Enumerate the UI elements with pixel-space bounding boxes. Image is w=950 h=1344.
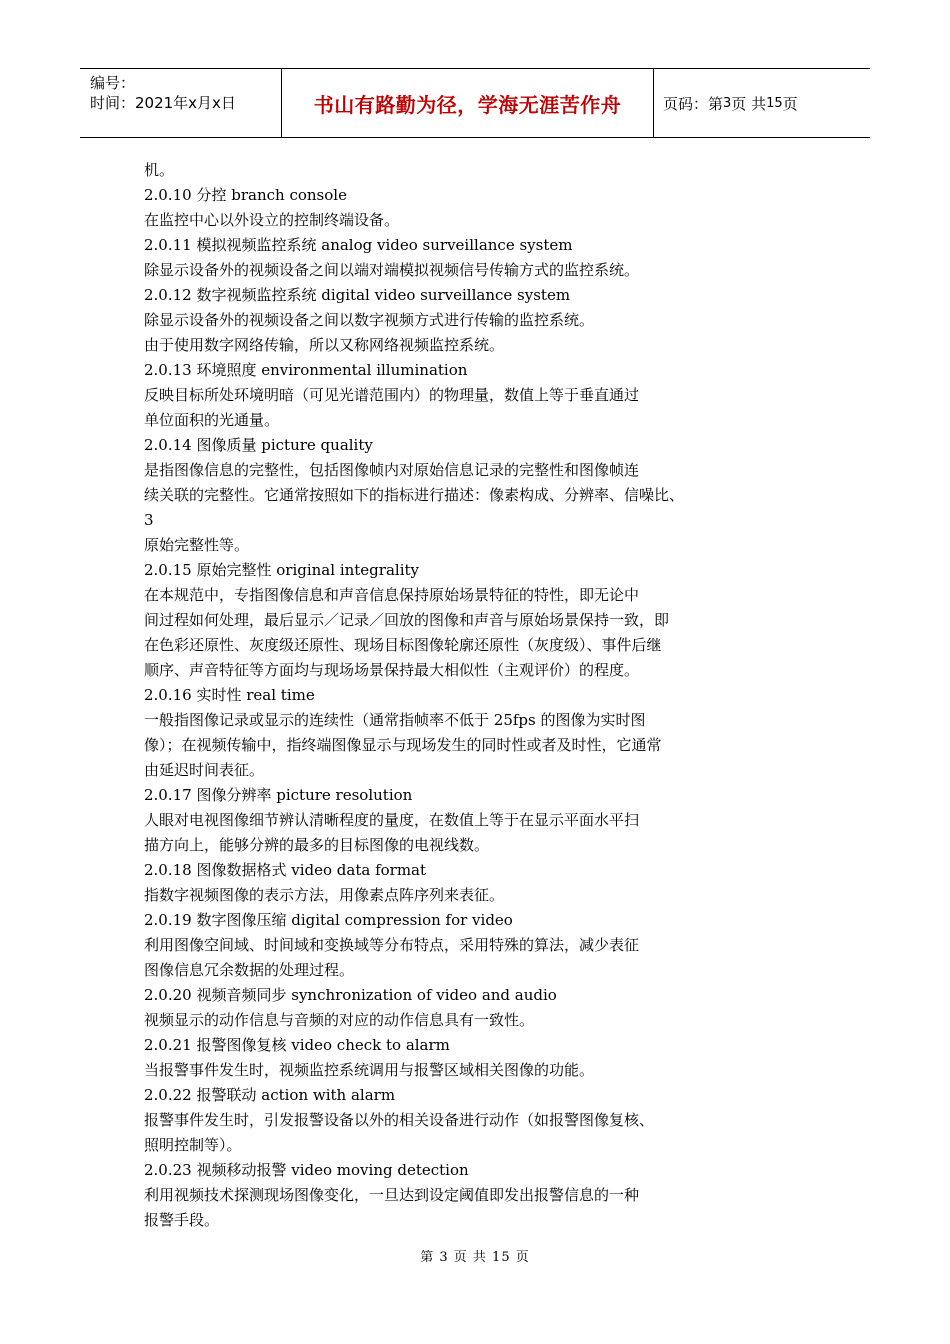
text-line: 顺序、声音特征等方面均与现场场景保持最大相似性（主观评价）的程度。: [144, 661, 640, 679]
text-line: 2.0.12 数字视频监控系统 digital video surveillance system: [144, 286, 571, 304]
text-line: 2.0.11 模拟视频监控系统 analog video surveillance system: [144, 236, 573, 254]
time-label: 时间：2021年x月x日: [90, 94, 236, 112]
text-line: 2.0.23 视频移动报警 video moving detection: [144, 1161, 469, 1179]
text-line: 利用图像空间域、时间域和变换域等分布特点，采用特殊的算法，减少表征: [144, 936, 640, 954]
text-line: 像）；在视频传输中，指终端图像显示与现场发生的同时性或者及时性，它通常: [144, 736, 662, 754]
text-line: 反映目标所处环境明暗（可见光谱范围内）的物理量，数值上等于垂直通过: [144, 386, 640, 404]
text-line: 人眼对电视图像细节辨认清晰程度的量度，在数值上等于在显示平面水平扫: [144, 811, 640, 829]
text-line: 2.0.16 实时性 real time: [144, 686, 315, 704]
text-line: 2.0.15 原始完整性 original integrality: [144, 561, 419, 579]
text-line: 当报警事件发生时，视频监控系统调用与报警区域相关图像的功能。: [144, 1061, 595, 1079]
page-header: [80, 68, 870, 138]
text-line: 在监控中心以外设立的控制终端设备。: [144, 211, 400, 229]
text-line: 续关联的完整性。它通常按照如下的指标进行描述：像素构成、分辨率、信噪比、: [144, 486, 685, 504]
text-line: 2.0.13 环境照度 environmental illumination: [144, 361, 468, 379]
text-line: 一般指图像记录或显示的连续性（通常指帧率不低于 25fps 的图像为实时图: [144, 711, 646, 729]
page-suffix: 页: [782, 94, 798, 113]
header-meta-cell: [80, 69, 282, 137]
text-line: 原始完整性等。: [144, 536, 250, 554]
text-line: 3: [144, 511, 154, 529]
text-line: 报警事件发生时，引发报警设备以外的相关设备进行动作（如报警图像复核、: [144, 1111, 655, 1129]
text-line: 在本规范中，专指图像信息和声音信息保持原始场景特征的特性，即无论中: [144, 586, 640, 604]
document-body: [144, 158, 764, 1233]
text-line: 2.0.19 数字图像压缩 digital compression for video: [144, 911, 513, 929]
page-current: 3: [723, 95, 732, 111]
number-label: 编号：: [90, 74, 136, 92]
text-line: 除显示设备外的视频设备之间以数字视频方式进行传输的监控系统。: [144, 311, 595, 329]
text-line: 描方向上，能够分辨的最多的目标图像的电视线数。: [144, 836, 490, 854]
text-line: 图像信息冗余数据的处理过程。: [144, 961, 355, 979]
header-motto-cell: [282, 69, 654, 137]
text-line: 2.0.22 报警联动 action with alarm: [144, 1086, 396, 1104]
text-line: 2.0.18 图像数据格式 video data format: [144, 861, 427, 879]
text-line: 由于使用数字网络传输，所以又称网络视频监控系统。: [144, 336, 505, 354]
text-line: 2.0.21 报警图像复核 video check to alarm: [144, 1036, 450, 1054]
motto-text: 书山有路勤为径，学海无涯苦作舟: [313, 92, 622, 117]
text-line: 2.0.17 图像分辨率 picture resolution: [144, 786, 413, 804]
text-line: 机。: [144, 161, 175, 179]
page-prefix: 页码：第: [663, 94, 724, 113]
header-page-cell: [654, 69, 870, 137]
text-line: 报警手段。: [144, 1211, 220, 1229]
text-line: 照明控制等）。: [144, 1136, 242, 1154]
text-line: 在色彩还原性、灰度级还原性、现场目标图像轮廓还原性（灰度级）、事件后继: [144, 636, 662, 654]
text-line: 2.0.14 图像质量 picture quality: [144, 436, 373, 454]
text-line: 除显示设备外的视频设备之间以端对端模拟视频信号传输方式的监控系统。: [144, 261, 640, 279]
text-line: 2.0.10 分控 branch console: [144, 186, 347, 204]
text-line: 间过程如何处理，最后显示／记录／回放的图像和声音与原始场景保持一致，即: [144, 611, 670, 629]
page-mid: 页 共: [731, 94, 767, 113]
page-total: 15: [766, 95, 783, 111]
text-line: 由延迟时间表征。: [144, 761, 265, 779]
text-line: 是指图像信息的完整性，包括图像帧内对原始信息记录的完整性和图像帧连: [144, 461, 640, 479]
text-line: 指数字视频图像的表示方法，用像素点阵序列来表征。: [144, 886, 505, 904]
page-footer: 第 3 页 共 15 页: [420, 1250, 530, 1265]
text-line: 单位面积的光通量。: [144, 411, 280, 429]
text-line: 2.0.20 视频音频同步 synchronization of video and audio: [144, 986, 557, 1004]
text-line: 视频显示的动作信息与音频的对应的动作信息具有一致性。: [144, 1011, 535, 1029]
text-line: 利用视频技术探测现场图像变化，一旦达到设定阈值即发出报警信息的一种: [144, 1186, 640, 1204]
